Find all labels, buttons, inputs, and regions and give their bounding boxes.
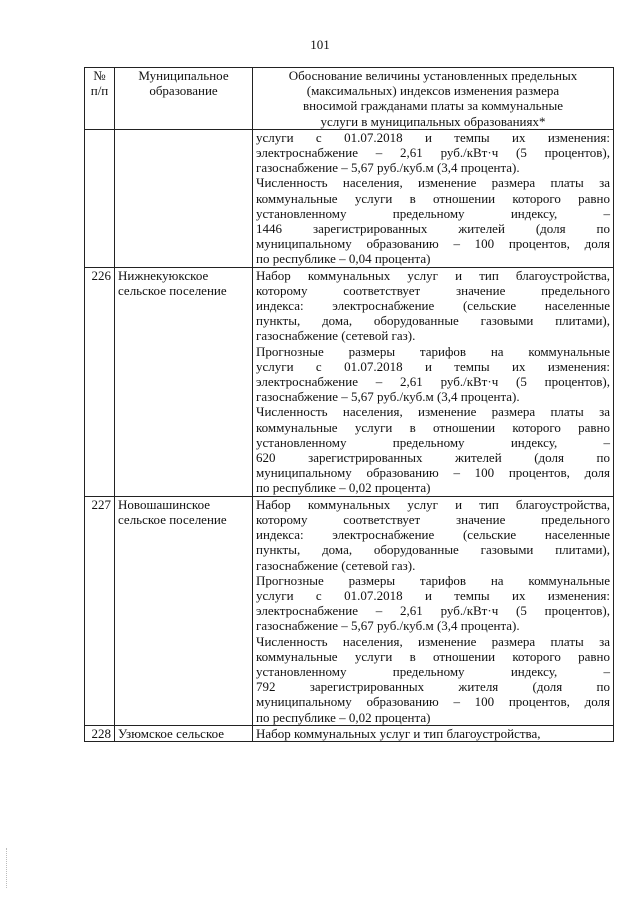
text-line: пункты, дома, оборудованные газовыми плитами), (256, 313, 610, 329)
header-justification-line: вносимой гражданами платы за коммунальные (303, 98, 563, 114)
text-line: 1446 зарегистрированных жителей (доля по (256, 221, 610, 237)
text-line: электроснабжение – 2,61 руб./кВт·ч (5 процентов), (256, 603, 610, 619)
table-row (85, 725, 614, 741)
justification-cell (253, 129, 614, 267)
row-number: 227 (85, 496, 115, 725)
header-justification (253, 68, 614, 130)
justification-paragraph (256, 268, 610, 344)
text-line: электроснабжение – 2,61 руб./кВт·ч (5 процентов), (256, 374, 610, 390)
justification-paragraph (256, 726, 610, 741)
text-line: газоснабжение (сетевой газ). (256, 328, 416, 344)
scan-margin-mark (6, 848, 9, 888)
justification-cell (253, 267, 614, 496)
text-line: газоснабжение – 5,67 руб./куб.м (3,4 процента). (256, 160, 520, 176)
justification-paragraph (256, 404, 610, 495)
text-line: Набор коммунальных услуг и тип благоустройства, (256, 496, 610, 512)
justification-paragraph (256, 344, 610, 405)
justification-paragraph (256, 634, 610, 725)
header-justification-line: Обоснование величины установленных предельных (288, 68, 578, 83)
justification-paragraph (256, 175, 610, 266)
municipality-cell (115, 129, 253, 267)
header-num (85, 68, 115, 130)
header-num-line: п/п (90, 83, 109, 99)
text-line: услуги с 01.07.2018 и темпы их изменения: (256, 587, 610, 603)
table-row (85, 496, 614, 725)
text-line: Набор коммунальных услуг и тип благоустройства, (256, 267, 610, 283)
municipality-name-line: сельское поселение (118, 511, 227, 527)
text-line: которому соответствует значение предельного (256, 282, 610, 298)
table-row (85, 129, 614, 267)
text-line: Численность населения, изменение размера платы за (256, 175, 610, 191)
text-line: газоснабжение (сетевой газ). (256, 557, 416, 573)
text-line: индекса: электроснабжение (сельские населенные (256, 527, 610, 543)
justification-paragraph (256, 497, 610, 573)
text-line: муниципальному образованию – 100 процентов, доля (256, 694, 610, 710)
justification-cell (253, 725, 614, 741)
text-line: по республике – 0,02 процента) (256, 480, 431, 496)
text-line: коммунальные услуги в отношении которого равно (256, 648, 610, 664)
municipality-cell (115, 496, 253, 725)
header-municipality-line: Муниципальное (138, 68, 229, 83)
text-line: муниципальному образованию – 100 процентов, доля (256, 465, 610, 481)
text-line: электроснабжение – 2,61 руб./кВт·ч (5 процентов), (256, 145, 610, 161)
page-number: 101 (310, 37, 330, 52)
text-line: газоснабжение – 5,67 руб./куб.м (3,4 процента). (256, 618, 520, 634)
text-line: услуги с 01.07.2018 и темпы их изменения: (256, 129, 610, 145)
text-line: Набор коммунальных услуг и тип благоустройства, (256, 725, 541, 741)
table-row (85, 267, 614, 496)
text-line: коммунальные услуги в отношении которого равно (256, 419, 610, 435)
row-number (85, 129, 115, 267)
header-num-line: № (93, 68, 106, 83)
header-justification-line: услуги в муниципальных образованиях* (320, 113, 546, 129)
tariff-table (84, 67, 614, 742)
justification-paragraph (256, 573, 610, 634)
row-number: 228 (85, 725, 115, 741)
header-justification-line: (максимальных) индексов изменения размера (306, 83, 560, 99)
text-line: по республике – 0,04 процента) (256, 251, 431, 267)
text-line: Численность населения, изменение размера платы за (256, 404, 610, 420)
text-line: 792 зарегистрированных жителя (доля по (256, 679, 610, 695)
text-line: муниципальному образованию – 100 процентов, доля (256, 236, 610, 252)
text-line: установленному предельному индексу, – (256, 663, 610, 679)
text-line: газоснабжение – 5,67 руб./куб.м (3,4 процента). (256, 389, 520, 405)
text-line: 620 зарегистрированных жителей (доля по (256, 450, 610, 466)
text-line: услуги с 01.07.2018 и темпы их изменения: (256, 358, 610, 374)
text-line: индекса: электроснабжение (сельские населенные (256, 298, 610, 314)
text-line: коммунальные услуги в отношении которого равно (256, 190, 610, 206)
text-line: которому соответствует значение предельного (256, 511, 610, 527)
text-line: Прогнозные размеры тарифов на коммунальные (256, 572, 610, 588)
row-number: 226 (85, 267, 115, 496)
header-municipality-line: образование (149, 83, 218, 99)
text-line: пункты, дома, оборудованные газовыми плитами), (256, 542, 610, 558)
municipality-name-line: Узюмское сельское (118, 725, 225, 741)
text-line: установленному предельному индексу, – (256, 434, 610, 450)
justification-paragraph (256, 130, 610, 176)
municipality-name-line: сельское поселение (118, 282, 227, 298)
text-line: установленному предельному индексу, – (256, 205, 610, 221)
municipality-name-line: Нижнекуюкское (118, 267, 209, 283)
table-body (85, 129, 614, 741)
municipality-name-line: Новошашинское (118, 496, 210, 512)
table-header-row (85, 68, 614, 130)
justification-cell (253, 496, 614, 725)
header-municipality (115, 68, 253, 130)
municipality-cell (115, 267, 253, 496)
text-line: Прогнозные размеры тарифов на коммунальные (256, 343, 610, 359)
text-line: Численность населения, изменение размера платы за (256, 633, 610, 649)
municipality-cell (115, 725, 253, 741)
text-line: по республике – 0,02 процента) (256, 709, 431, 725)
